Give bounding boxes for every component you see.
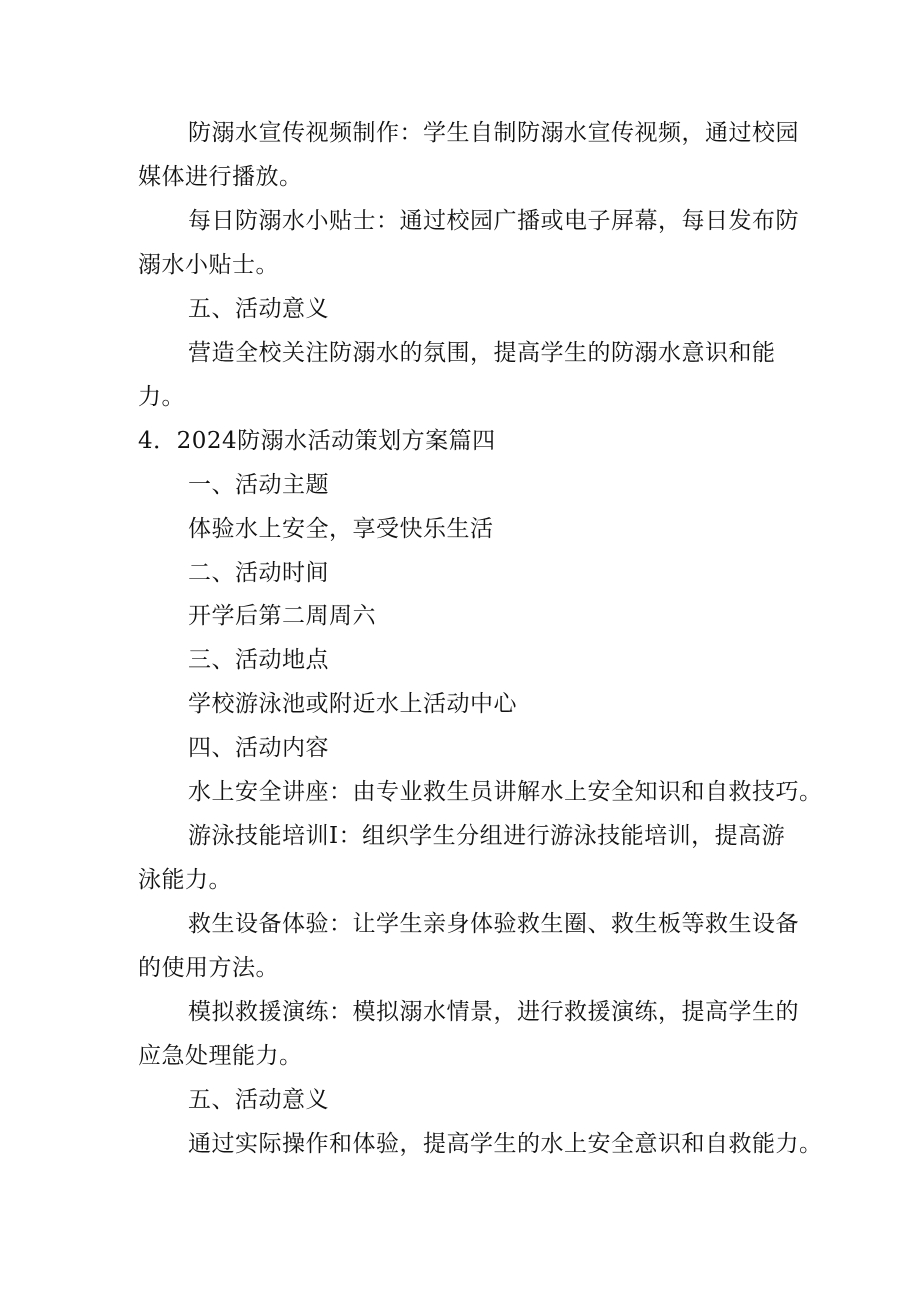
article-title: 4．2024防溺水活动策划方案篇四 bbox=[138, 428, 496, 454]
content-item-swimming-line2: 泳能力。 bbox=[138, 867, 232, 893]
section-text-significance: 通过实际操作和体验，提高学生的水上安全意识和自救能力。 bbox=[188, 1131, 823, 1157]
section-heading-theme: 一、活动主题 bbox=[188, 472, 329, 498]
paragraph-atmosphere-line1: 营造全校关注防溺水的氛围，提高学生的防溺水意识和能 bbox=[188, 340, 776, 366]
paragraph-tips-line1: 每日防溺水小贴士：通过校园广播或电子屏幕，每日发布防 bbox=[188, 208, 799, 234]
section-heading-significance-b: 五、活动意义 bbox=[188, 1087, 329, 1113]
content-item-lecture: 水上安全讲座：由专业救生员讲解水上安全知识和自救技巧。 bbox=[188, 779, 823, 805]
section-text-time: 开学后第二周周六 bbox=[188, 603, 376, 629]
paragraph-atmosphere-line2: 力。 bbox=[138, 384, 185, 410]
content-item-equipment-line1: 救生设备体验：让学生亲身体验救生圈、救生板等救生设备 bbox=[188, 911, 799, 937]
paragraph-tips-line2: 溺水小贴士。 bbox=[138, 252, 279, 278]
section-heading-time: 二、活动时间 bbox=[188, 560, 329, 586]
content-item-equipment-line2: 的使用方法。 bbox=[138, 955, 279, 981]
content-item-swimming-line1: 游泳技能培训I：组织学生分组进行游泳技能培训，提高游 bbox=[188, 823, 786, 849]
section-heading-significance-a: 五、活动意义 bbox=[188, 296, 329, 322]
section-text-theme: 体验水上安全，享受快乐生活 bbox=[188, 516, 494, 542]
section-text-location: 学校游泳池或附近水上活动中心 bbox=[188, 691, 517, 717]
content-item-drill-line1: 模拟救援演练：模拟溺水情景，进行救援演练，提高学生的 bbox=[188, 999, 799, 1025]
section-heading-location: 三、活动地点 bbox=[188, 647, 329, 673]
content-item-drill-line2: 应急处理能力。 bbox=[138, 1043, 303, 1069]
paragraph-video-line2: 媒体进行播放。 bbox=[138, 164, 303, 190]
section-heading-content: 四、活动内容 bbox=[188, 735, 329, 761]
paragraph-video-line1: 防溺水宣传视频制作：学生自制防溺水宣传视频，通过校园 bbox=[188, 120, 799, 146]
